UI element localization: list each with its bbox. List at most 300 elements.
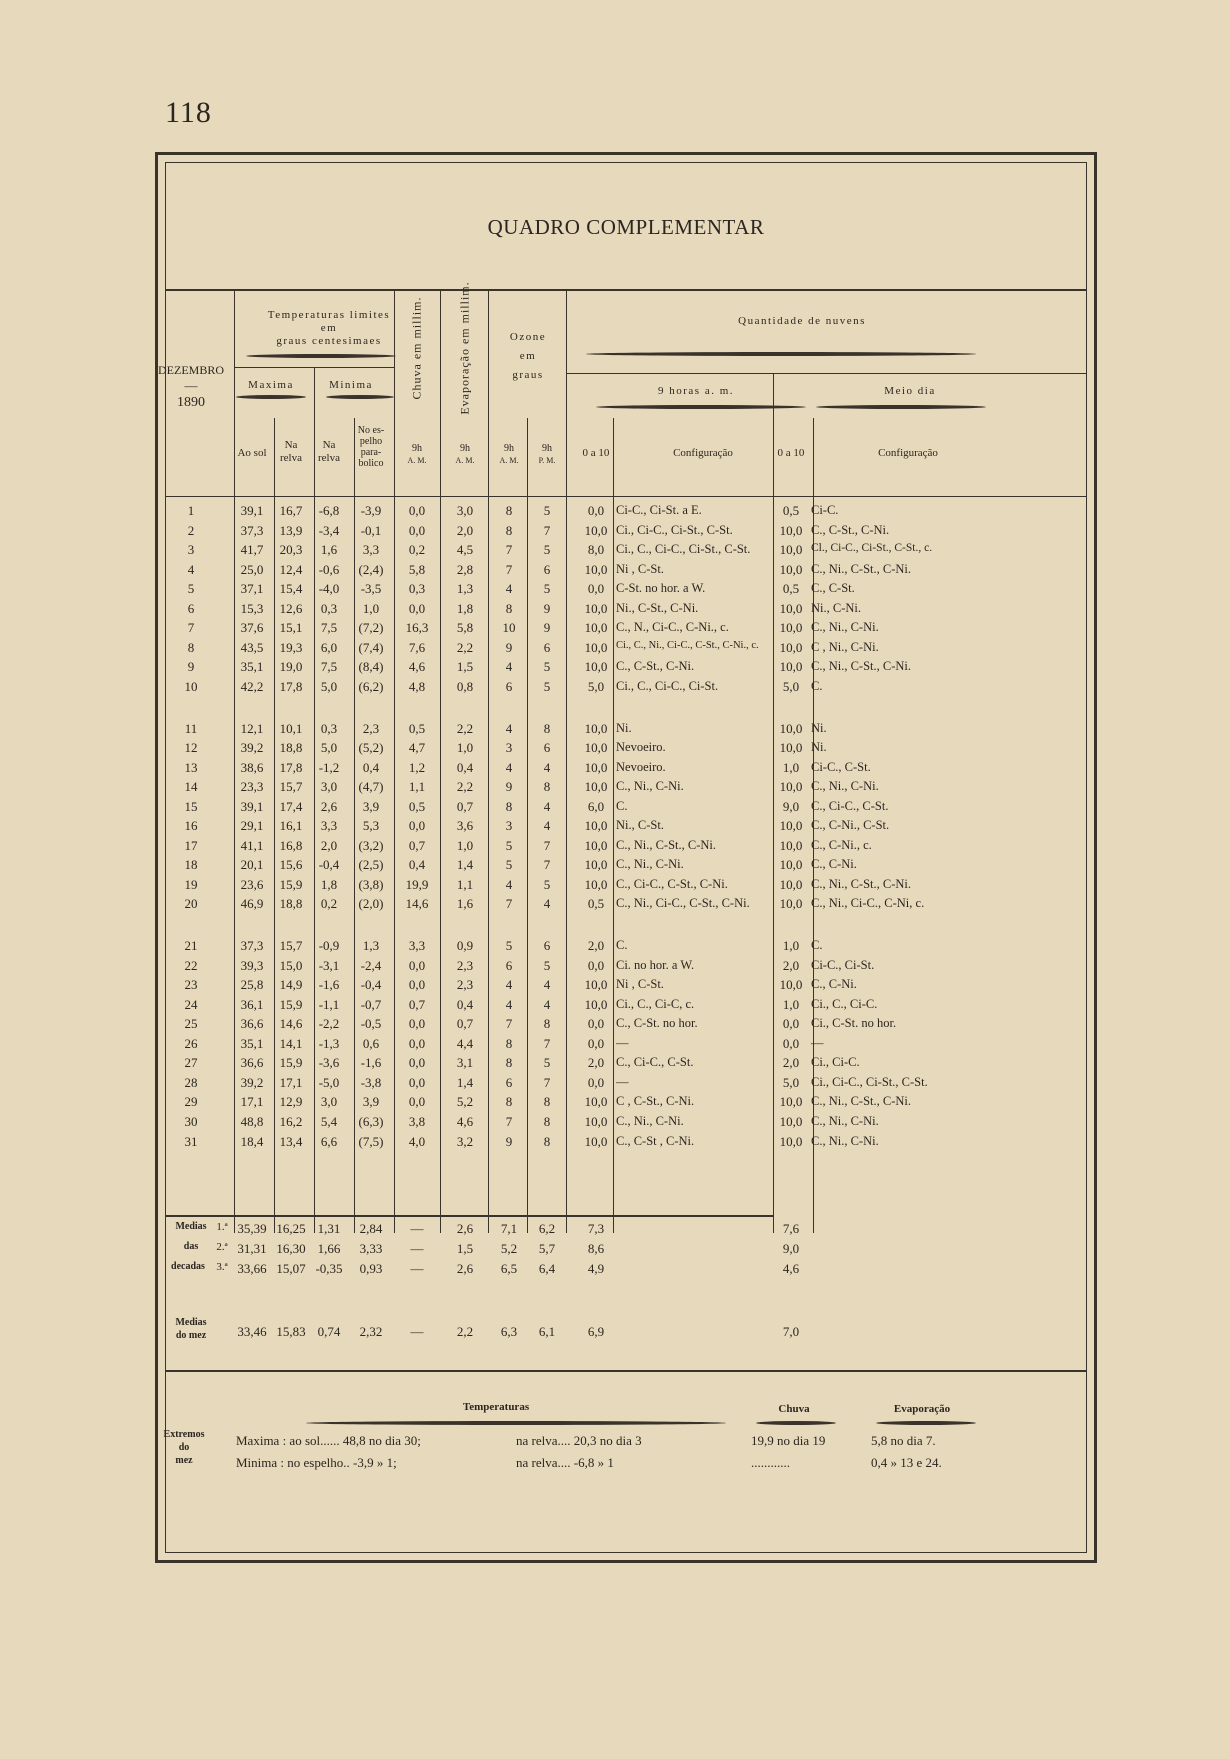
table-cell: 3,8 (408, 1113, 426, 1129)
temperaturas-header: Temperaturas (462, 1401, 530, 1413)
table-cell: 15,9 (279, 996, 303, 1012)
table-cell: 2,0 (320, 837, 338, 853)
hour-sub-3: P. M. (538, 456, 556, 465)
table-cell: 16,8 (279, 837, 303, 853)
table-cell: Ni , C-St. (616, 561, 664, 576)
table-cell: 42,2 (240, 678, 264, 694)
medias-cell: 2,6 (456, 1261, 474, 1276)
table-cell: 8 (505, 1094, 513, 1110)
table-cell: 10,0 (779, 779, 803, 795)
table-cell: 5,0 (320, 740, 338, 756)
table-cell: 17,4 (279, 798, 303, 814)
table-cell: 6,6 (320, 1133, 338, 1149)
table-cell: 4,8 (408, 678, 426, 694)
table-cell: -6,8 (318, 503, 340, 518)
table-cell: 5,0 (320, 678, 338, 694)
table-cell: 0,5 (782, 503, 800, 518)
table-cell: 10,0 (779, 561, 803, 577)
table-cell: 10,0 (779, 1094, 803, 1110)
table-cell: 35,1 (240, 659, 264, 675)
table-cell: 15,9 (279, 1055, 303, 1071)
ao-sol-header: Ao sol (237, 447, 267, 459)
table-cell: -1,6 (318, 977, 340, 993)
table-cell: 0,3 (320, 600, 338, 616)
table-cell: 12,6 (279, 600, 303, 616)
medias-cell: — (410, 1241, 424, 1256)
table-cell: 28 (184, 1074, 198, 1090)
table-cell: 18 (184, 857, 198, 873)
table-cell: 12 (184, 740, 198, 756)
table-cell: 9 (505, 639, 513, 655)
table-cell: 0,8 (456, 678, 474, 694)
table-cell: 5 (505, 837, 513, 853)
row-rule (234, 367, 394, 368)
table-cell: 8 (505, 1035, 513, 1051)
table-cell: 7 (543, 1074, 551, 1090)
table-cell: 5,0 (782, 1074, 800, 1090)
table-cell: 0,0 (408, 503, 426, 518)
table-cell: 1,6 (456, 896, 474, 912)
table-cell: C., Ni., Ci-C., C-Ni, c. (811, 896, 925, 911)
table-cell: 3,0 (456, 503, 474, 518)
table-cell: (2,4) (358, 561, 384, 577)
table-cell: 29 (184, 1094, 198, 1110)
table-cell: -3,9 (360, 503, 382, 518)
table-cell: 7,5 (320, 620, 338, 636)
ozone-header-3: graus (512, 369, 544, 381)
table-cell: 10,0 (584, 720, 608, 736)
table-cell: 1 (187, 503, 195, 518)
table-cell: 10,0 (779, 639, 803, 655)
table-cell: 7 (505, 896, 513, 912)
table-cell: 0,7 (408, 837, 426, 853)
table-cell: 0,0 (782, 1035, 800, 1051)
table-cell: 8,0 (587, 542, 605, 558)
table-cell: 19,9 (405, 876, 429, 892)
table-cell: 4 (505, 581, 513, 597)
medias-cell: 4,9 (587, 1261, 605, 1276)
table-cell: 10,0 (779, 977, 803, 993)
table-cell: 7 (505, 1016, 513, 1032)
column-rule (394, 289, 395, 1233)
ozone-header-1: Ozone (509, 331, 547, 343)
table-cell: 8 (505, 600, 513, 616)
table-cell: 18,8 (279, 740, 303, 756)
table-cell: C., Ni., C-St., C-Ni. (811, 561, 912, 576)
table-cell: 2,3 (456, 977, 474, 993)
medias-cell: 33,66 (237, 1261, 267, 1276)
table-cell: 2,6 (320, 798, 338, 814)
table-cell: 6 (543, 639, 551, 655)
table-cell: 26 (184, 1035, 198, 1051)
table-cell: -4,0 (318, 581, 340, 597)
table-cell: C. (616, 938, 628, 952)
table-cell: 0,0 (408, 1094, 426, 1110)
table-cell: 3,1 (456, 1055, 474, 1071)
table-cell: 4,0 (408, 1133, 426, 1149)
table-cell: 36,6 (240, 1016, 264, 1032)
row-rule (566, 373, 1086, 374)
medias-mez-cell: 2,32 (359, 1324, 383, 1339)
table-cell: C., Ni., Ci-C., C-St., C-Ni. (616, 896, 750, 911)
table-cell: C., Ni., C-St., C-Ni. (811, 876, 912, 891)
table-cell: 36,6 (240, 1055, 264, 1071)
evaporacao-header: Evaporação em millim. (457, 281, 472, 415)
table-cell: 37,3 (240, 938, 264, 953)
table-cell: 30 (184, 1113, 198, 1129)
table-cell: 20,3 (279, 542, 303, 558)
table-cell: -3,5 (360, 581, 382, 597)
medias-cell: 35,39 (237, 1221, 267, 1236)
medias-label-1: Medias (175, 1221, 207, 1232)
month-header: DEZEMBRO (158, 363, 224, 377)
espelho-header-2: para- (360, 447, 382, 458)
medias-cell: 16,25 (276, 1221, 306, 1236)
table-cell: 27 (184, 1055, 198, 1071)
table-cell: 2,0 (587, 938, 605, 953)
table-cell: 10,0 (779, 1133, 803, 1149)
title-row (166, 163, 1086, 291)
hour-header-2: 9h (504, 443, 514, 454)
table-cell: Ci., Ci-C., Ci-St., C-St. (616, 522, 733, 537)
table-cell: 16,7 (279, 503, 303, 518)
table-cell: 4,4 (456, 1035, 474, 1051)
table-cell: 24 (184, 996, 198, 1012)
table-cell: 5 (543, 581, 551, 597)
table-cell: 10,0 (584, 522, 608, 538)
table-cell: 25,8 (240, 977, 264, 993)
table-cell: 6,0 (320, 639, 338, 655)
table-cell: -1,1 (318, 996, 340, 1012)
extremos-minima: Minima : no espelho.. -3,9 » 1; (236, 1455, 397, 1470)
table-cell: 14,6 (405, 896, 429, 912)
table-cell: -0,9 (318, 938, 340, 953)
table-cell: 10,0 (584, 996, 608, 1012)
table-cell: Ci-C., Ci-St. (811, 957, 875, 972)
column-rule (773, 373, 774, 1233)
nove-horas-header: 9 horas a. m. (657, 385, 735, 397)
decada-index: 3.ª (216, 1261, 228, 1273)
table-cell: 3 (505, 740, 513, 756)
table-cell: 4 (187, 561, 195, 577)
table-cell: 8 (505, 798, 513, 814)
table-cell: 31 (184, 1133, 198, 1149)
nuvens-ornament (586, 352, 976, 356)
table-cell: Ni. (811, 740, 827, 755)
table-cell: 37,3 (240, 522, 264, 538)
table-cell: 5 (543, 503, 551, 518)
table-cell: 17,8 (279, 678, 303, 694)
medias-cell: 7,1 (500, 1221, 518, 1236)
table-cell: 37,6 (240, 620, 264, 636)
table-cell: C., C-St., C-Ni. (616, 659, 695, 674)
table-cell: 16,2 (279, 1113, 303, 1129)
table-cell: 5 (505, 938, 513, 953)
table-cell: 9 (505, 1133, 513, 1149)
table-cell: 5 (543, 876, 551, 892)
medias-cell: -0,35 (315, 1261, 343, 1276)
medias-cell: 2,6 (456, 1221, 474, 1236)
table-cell: (7,2) (358, 620, 384, 636)
medias-mez-label-1: Medias (175, 1317, 207, 1328)
page-title: QUADRO COMPLEMENTAR (487, 215, 765, 239)
zero-dez-1: 0 a 10 (582, 447, 610, 459)
table-cell: 3,0 (320, 1094, 338, 1110)
table-cell: -0,6 (318, 561, 340, 577)
table-cell: 0,0 (587, 957, 605, 973)
table-cell: 7,6 (408, 639, 426, 655)
na-relva-2: relva (280, 452, 302, 464)
medias-mez-cell: 0,74 (317, 1324, 341, 1339)
table-cell: 7 (505, 1113, 513, 1129)
table-cell: C., C-St. no hor. (616, 1016, 698, 1031)
table-cell: 12,1 (240, 720, 264, 736)
table-cell: C., Ni., C-St., C-Ni. (811, 1094, 912, 1109)
column-rule (527, 418, 528, 1233)
table-cell: 39,3 (240, 957, 264, 973)
table-cell: 1,0 (782, 938, 800, 953)
table-cell: 0,5 (782, 581, 800, 597)
table-cell: 22 (184, 957, 198, 973)
table-cell: 13 (184, 759, 198, 775)
medias-cell: 3,33 (359, 1241, 383, 1256)
table-cell: Ci., C., Ci-C, c. (616, 996, 695, 1011)
medias-cell: 16,30 (276, 1241, 306, 1256)
table-cell: Ci., C., Ni., Ci-C., C-St., C-Ni., c. (616, 639, 759, 651)
medias-cell: 6,5 (500, 1261, 518, 1276)
medias-mez-cell: 2,2 (456, 1324, 474, 1339)
table-cell: 10,0 (779, 1113, 803, 1129)
table-cell: 3,3 (408, 938, 426, 953)
table-cell: Ni. (811, 720, 827, 735)
table-cell: 15,9 (279, 876, 303, 892)
extremos-label-3: mez (175, 1455, 193, 1466)
temp-group-header-3: graus centesimaes (276, 335, 382, 347)
temp-ornament-foot (306, 1421, 726, 1425)
medias-mez-cell: 7,0 (782, 1324, 800, 1339)
table-cell: 7 (543, 837, 551, 853)
medias-cell: 1,66 (317, 1241, 341, 1256)
table-cell: 25 (184, 1016, 198, 1032)
table-cell: Ci-C. (811, 503, 839, 517)
table-cell: 41,7 (240, 542, 264, 558)
table-cell: 46,9 (240, 896, 264, 912)
ozone-header-2: em (519, 350, 537, 362)
table-cell: 43,5 (240, 639, 264, 655)
medias-label-2: das (183, 1241, 199, 1252)
table-cell: -0,1 (360, 522, 382, 538)
table-cell: 25,0 (240, 561, 264, 577)
table-cell: C., Ni., C-St., C-Ni. (811, 659, 912, 674)
temp-ornament (246, 354, 396, 358)
table-cell: 41,1 (240, 837, 264, 853)
extremos-label-1: Extremos (163, 1429, 205, 1440)
na-relva-min-1: Na (322, 439, 336, 451)
table-cell: C., Ni., C-Ni. (811, 1133, 879, 1148)
table-cell: 10,0 (584, 818, 608, 834)
table-cell: 5,0 (782, 678, 800, 694)
table-cell: 1,3 (362, 938, 380, 953)
hour-header-0: 9h (412, 443, 422, 454)
table-cell: C., C-Ni., C-St. (811, 818, 890, 833)
table-cell: 10,0 (779, 857, 803, 873)
table-cell: 0,0 (408, 522, 426, 538)
table-cell: 4,6 (408, 659, 426, 675)
table-cell: Ci., Ci-C., Ci-St., C-St. (811, 1074, 928, 1089)
table-inner (158, 162, 1087, 1553)
hour-header-3: 9h (542, 443, 552, 454)
table-cell: 1,3 (456, 581, 474, 597)
table-cell: 0,4 (456, 759, 474, 775)
table-cell: (6,3) (358, 1113, 384, 1129)
table-cell: C., Ni., C-Ni. (616, 1113, 684, 1128)
medias-cell: 9,0 (782, 1241, 800, 1256)
table-cell: 15,7 (279, 938, 303, 953)
table-cell: 4 (505, 659, 513, 675)
table-cell: 0,0 (408, 1074, 426, 1090)
table-cell: 10,0 (584, 876, 608, 892)
table-cell: 4 (543, 798, 551, 814)
extremos-maxima: Maxima : ao sol...... 48,8 no dia 30; (236, 1433, 421, 1448)
table-cell: 10,0 (584, 759, 608, 775)
table-cell: 1,0 (456, 740, 474, 756)
table-cell: 6 (505, 1074, 513, 1090)
table-cell: 4,5 (456, 542, 474, 558)
extremos-rule (166, 1370, 1086, 1372)
table-cell: Ci., C., Ci-C., Ci-St. (616, 678, 719, 693)
table-cell: 2,2 (456, 779, 474, 795)
table-cell: 10,0 (779, 522, 803, 538)
table-cell: 10,0 (584, 740, 608, 756)
table-cell: Ci., C., Ci-C., Ci-St., C-St. (616, 542, 751, 557)
table-cell: 11 (184, 720, 198, 736)
table-cell: 5 (543, 957, 551, 973)
medias-cell: 4,6 (782, 1261, 800, 1276)
table-cell: 20,1 (240, 857, 264, 873)
maxima-header: Maxima (248, 379, 294, 391)
table-cell: 5,8 (456, 620, 474, 636)
table-cell: 2,2 (456, 639, 474, 655)
table-cell: Ni. (616, 720, 632, 735)
table-cell: 6 (543, 740, 551, 756)
table-cell: 0,0 (587, 503, 605, 518)
table-cell: 39,1 (240, 798, 264, 814)
hour-sub-1: A. M. (455, 456, 475, 465)
medias-cell: — (410, 1221, 424, 1236)
table-cell: 3,9 (362, 1094, 380, 1110)
table-cell: 19,0 (279, 659, 303, 675)
table-cell: 0,2 (408, 542, 426, 558)
table-cell: 0,0 (587, 1035, 605, 1051)
table-cell: 4,6 (456, 1113, 474, 1129)
table-cell: 4 (505, 996, 513, 1012)
table-cell: 7 (187, 620, 195, 636)
table-cell: 6 (505, 678, 513, 694)
hour-header-1: 9h (460, 443, 470, 454)
table-cell: 3,9 (362, 798, 380, 814)
column-rule (354, 418, 355, 1233)
medias-mez-cell: 6,3 (500, 1324, 518, 1339)
table-cell: 0,0 (587, 1074, 605, 1090)
table-cell: 6 (505, 957, 513, 973)
table-cell: 10,0 (779, 720, 803, 736)
table-cell: C. (616, 798, 628, 813)
table-cell: 17,8 (279, 759, 303, 775)
column-rule (566, 289, 567, 1233)
table-cell: 0,5 (408, 720, 426, 736)
table-cell: 0,7 (456, 798, 474, 814)
evap-header-foot: Evaporação (893, 1403, 951, 1415)
chuva-header-foot: Chuva (778, 1403, 810, 1415)
table-cell: 5 (543, 659, 551, 675)
espelho-header-3: bolico (358, 458, 384, 469)
table-cell: Cl., Ci-C., Ci-St., C-St., c. (811, 542, 933, 555)
table-cell: 5,8 (408, 561, 426, 577)
table-cell: 4 (505, 876, 513, 892)
column-rule (274, 418, 275, 1233)
table-cell: C-St. no hor. a W. (616, 581, 706, 596)
table-cell: 10,0 (779, 818, 803, 834)
table-cell: 0,0 (587, 581, 605, 597)
table-cell: 8 (543, 1094, 551, 1110)
table-cell: -3,1 (318, 957, 340, 973)
table-cell: -2,2 (318, 1016, 340, 1032)
minima-ornament (326, 395, 394, 399)
table-cell: 12,9 (279, 1094, 303, 1110)
table-cell: -3,4 (318, 522, 340, 538)
table-cell: 4 (543, 977, 551, 993)
page-number: 118 (165, 96, 212, 129)
table-cell: C , Ni., C-Ni. (811, 639, 879, 654)
table-cell: (2,0) (358, 896, 384, 912)
table-cell: C., C-St. (811, 581, 855, 596)
medias-mez-label-2: do mez (175, 1330, 207, 1341)
table-cell: 5,0 (587, 678, 605, 694)
table-cell: 8 (543, 1113, 551, 1129)
medias-cell: 2,84 (359, 1221, 383, 1236)
table-cell: — (811, 1035, 824, 1050)
table-cell: 1,0 (782, 996, 800, 1012)
table-frame (155, 152, 1097, 1563)
table-cell: 5 (187, 581, 195, 597)
medias-mez-cell: 33,46 (237, 1324, 267, 1339)
table-cell: 1,0 (456, 837, 474, 853)
table-cell: C., C-St., C-Ni. (811, 522, 890, 537)
table-cell: C., C-St , C-Ni. (616, 1133, 695, 1148)
nine-ornament (596, 405, 806, 409)
configuracao-1: Configuração (673, 447, 733, 459)
table-cell: 0,0 (408, 957, 426, 973)
medias-mez-cell: 6,9 (587, 1324, 605, 1339)
table-cell: 6,0 (587, 798, 605, 814)
table-cell: 7 (543, 522, 551, 538)
table-cell: 17,1 (279, 1074, 303, 1090)
table-cell: 48,8 (240, 1113, 264, 1129)
table-cell: -1,2 (318, 759, 340, 775)
temp-group-header-2: em (320, 322, 338, 334)
table-cell: 1,0 (362, 600, 380, 616)
table-cell: 2,2 (456, 720, 474, 736)
table-cell: 15,3 (240, 600, 264, 616)
table-cell: 21 (184, 938, 198, 953)
table-cell: 38,6 (240, 759, 264, 775)
table-cell: 18,8 (279, 896, 303, 912)
medias-mez-cell: 6,1 (538, 1324, 556, 1339)
table-cell: 15,6 (279, 857, 303, 873)
chuva-ornament-foot (756, 1421, 836, 1425)
table-cell: 13,4 (279, 1133, 303, 1149)
table-cell: -3,8 (360, 1074, 382, 1090)
